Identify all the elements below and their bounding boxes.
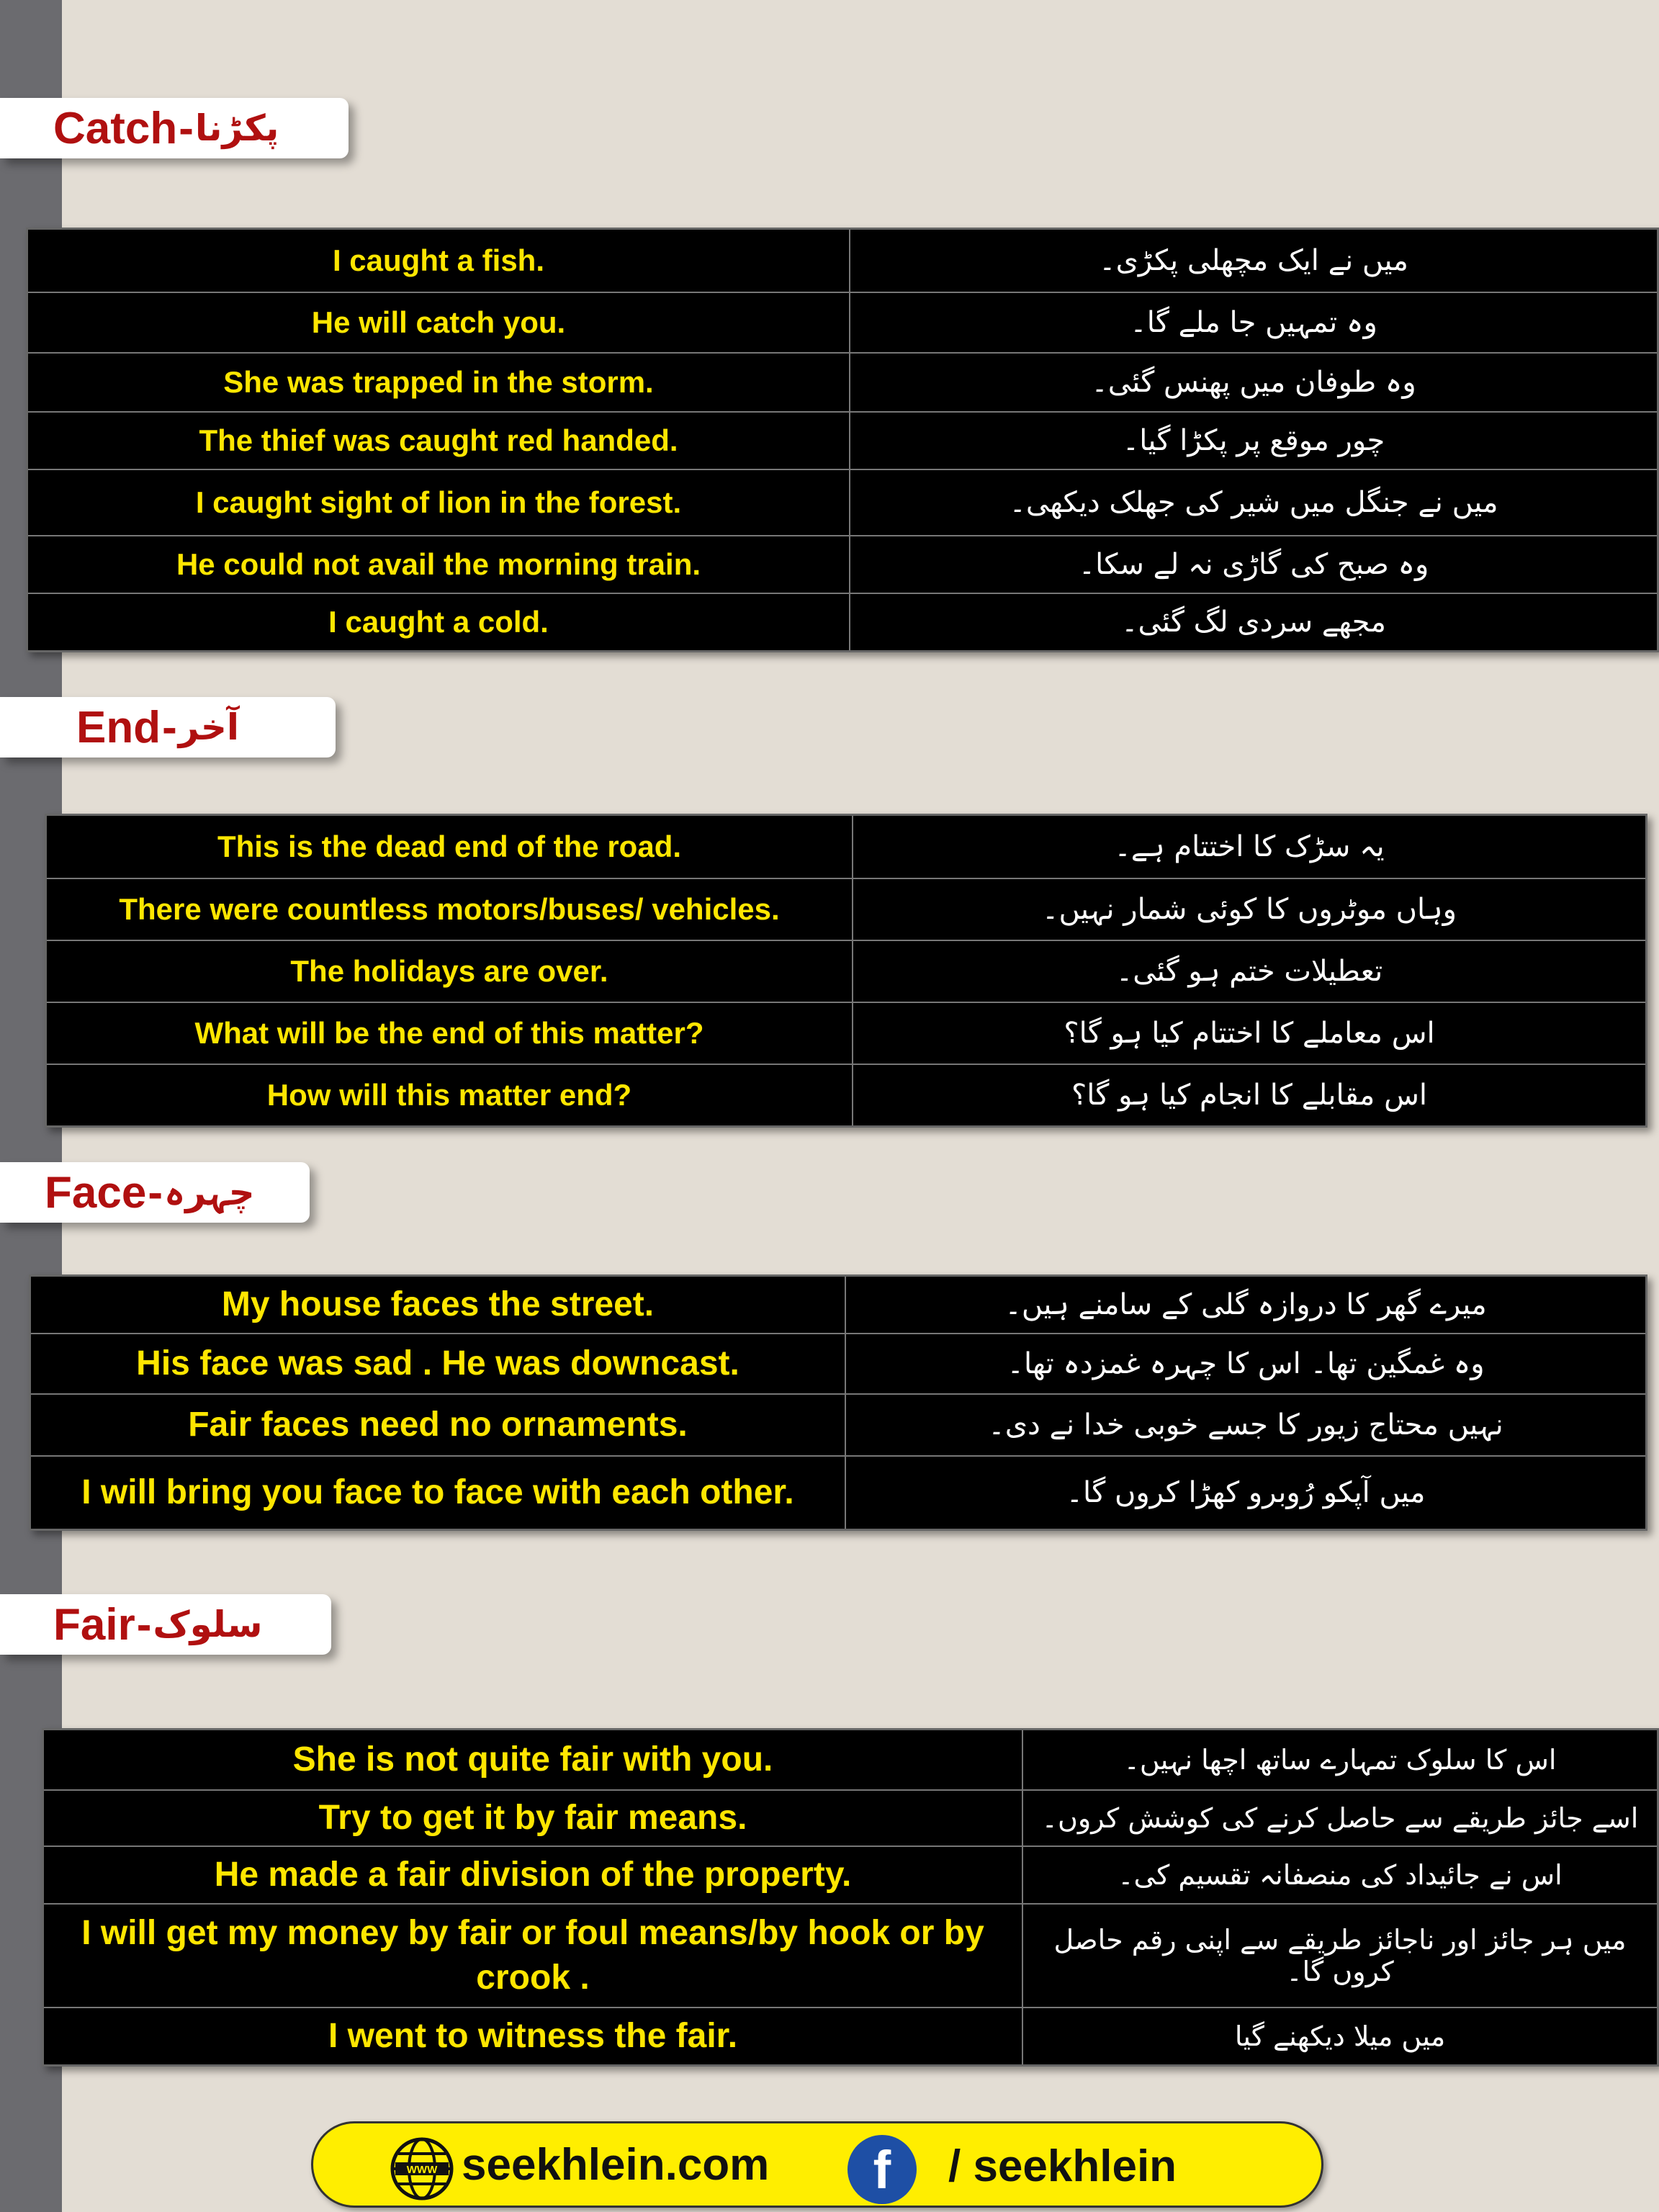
urdu-translation: وہ طوفان میں پھنس گئی۔ xyxy=(1091,366,1416,399)
table-row xyxy=(31,1334,1645,1395)
section-title-fair: Fair - سلوک xyxy=(0,1594,331,1655)
section-title-en: Face xyxy=(45,1167,147,1218)
english-sentence: I will get my money by fair or foul means/by hook or by crook . xyxy=(44,1905,1023,2007)
table-fair xyxy=(42,1728,1659,2067)
urdu-translation: اس کا سلوک تمہارے ساتھ اچھا نہیں۔ xyxy=(1123,1744,1557,1776)
table-row xyxy=(28,230,1657,293)
table-row xyxy=(28,413,1657,470)
english-sentence: His face was sad . He was downcast. xyxy=(31,1334,846,1393)
website-link[interactable]: seekhlein.com xyxy=(462,2140,770,2190)
section-title-en: End xyxy=(76,702,161,752)
table-row xyxy=(28,354,1657,413)
table-row xyxy=(44,2008,1657,2064)
section-title-en: Fair xyxy=(53,1599,135,1650)
urdu-translation: وہ صبح کی گاڑی نہ لے سکا۔ xyxy=(1078,548,1429,581)
section-title-ur: پکڑنا xyxy=(194,107,279,149)
english-sentence: This is the dead end of the road. xyxy=(47,816,853,878)
svg-text:WWW: WWW xyxy=(406,2164,438,2176)
urdu-translation: نہیں محتاج زیور کا جسے خوبی خدا نے دی۔ xyxy=(988,1408,1503,1442)
english-sentence: Fair faces need no ornaments. xyxy=(31,1395,846,1455)
english-sentence: I went to witness the fair. xyxy=(44,2008,1023,2064)
english-sentence: The holidays are over. xyxy=(47,941,853,1002)
urdu-translation: تعطیلات ختم ہو گئی۔ xyxy=(1115,955,1383,988)
table-row xyxy=(28,470,1657,536)
table-row xyxy=(31,1395,1645,1457)
urdu-translation: میں آپکو رُوبرو کھڑا کروں گا۔ xyxy=(1066,1476,1426,1509)
english-sentence: There were countless motors/buses/ vehicles. xyxy=(47,879,853,940)
urdu-translation: وہ غمگین تھا۔ اس کا چہرہ غمزدہ تھا۔ xyxy=(1007,1347,1485,1380)
table-row xyxy=(47,879,1645,941)
facebook-handle-link[interactable]: / seekhlein xyxy=(948,2141,1177,2191)
urdu-translation: وہاں موٹروں کا کوئی شمار نہیں۔ xyxy=(1042,893,1457,926)
table-row xyxy=(44,1905,1657,2008)
table-row xyxy=(44,1730,1657,1791)
table-end xyxy=(45,814,1647,1128)
english-sentence: I caught sight of lion in the forest. xyxy=(28,470,850,535)
english-sentence: He could not avail the morning train. xyxy=(28,536,850,593)
section-title-en: Catch xyxy=(53,103,178,153)
english-sentence: How will this matter end? xyxy=(47,1065,853,1125)
urdu-translation: میں نے جنگل میں شیر کی جھلک دیکھی۔ xyxy=(1009,486,1498,519)
english-sentence: She was trapped in the storm. xyxy=(28,354,850,411)
table-row xyxy=(28,293,1657,354)
urdu-translation: وہ تمہیں جا ملے گا۔ xyxy=(1130,306,1377,339)
section-title-ur: چہرہ xyxy=(163,1172,255,1213)
urdu-translation: یہ سڑک کا اختتام ہے۔ xyxy=(1114,830,1385,863)
english-sentence: I caught a fish. xyxy=(28,230,850,292)
table-face xyxy=(29,1274,1647,1531)
english-sentence: The thief was caught red handed. xyxy=(28,413,850,469)
urdu-translation: میرے گھر کا دروازہ گلی کے سامنے ہیں۔ xyxy=(1004,1288,1487,1321)
footer-banner xyxy=(311,2121,1323,2208)
urdu-translation: میں میلا دیکھنے گیا xyxy=(1234,2020,1446,2052)
table-row xyxy=(47,1065,1645,1125)
english-sentence: I will bring you face to face with each other. xyxy=(31,1457,846,1529)
facebook-icon[interactable]: f xyxy=(848,2135,917,2204)
table-row xyxy=(47,941,1645,1003)
english-sentence: He will catch you. xyxy=(28,293,850,352)
table-catch xyxy=(26,228,1659,652)
section-title-catch: Catch - پکڑنا xyxy=(0,98,349,158)
urdu-translation: چور موقع پر پکڑا گیا۔ xyxy=(1122,424,1385,457)
section-title-ur: آخر xyxy=(178,706,240,748)
english-sentence: He made a fair division of the property. xyxy=(44,1847,1023,1903)
table-row xyxy=(31,1457,1645,1529)
urdu-translation: مجھے سردی لگ گئی۔ xyxy=(1121,606,1386,639)
table-row xyxy=(47,816,1645,879)
english-sentence: I caught a cold. xyxy=(28,594,850,650)
table-row xyxy=(44,1791,1657,1847)
english-sentence: Try to get it by fair means. xyxy=(44,1791,1023,1845)
globe-icon xyxy=(390,2136,454,2201)
section-title-ur: سلوک xyxy=(153,1604,263,1645)
urdu-translation: اس معاملے کا اختتام کیا ہو گا؟ xyxy=(1064,1017,1435,1050)
english-sentence: What will be the end of this matter? xyxy=(47,1003,853,1064)
table-row xyxy=(44,1847,1657,1905)
urdu-translation: میں نے ایک مچھلی پکڑی۔ xyxy=(1099,244,1408,277)
urdu-translation: اس نے جائیداد کی منصفانہ تقسیم کی۔ xyxy=(1118,1859,1563,1891)
section-title-face: Face - چہرہ xyxy=(0,1162,310,1223)
table-row xyxy=(47,1003,1645,1065)
urdu-translation: میں ہر جائز اور ناجائز طریقے سے اپنی رقم حاصل کروں گا۔ xyxy=(1053,1924,1627,1987)
table-row xyxy=(28,594,1657,650)
table-row xyxy=(31,1277,1645,1334)
english-sentence: She is not quite fair with you. xyxy=(44,1730,1023,1789)
section-title-end: End - آخر xyxy=(0,697,336,757)
urdu-translation: اسے جائز طریقے سے حاصل کرنے کی کوشش کروں۔ xyxy=(1041,1802,1639,1834)
table-row xyxy=(28,536,1657,594)
english-sentence: My house faces the street. xyxy=(31,1277,846,1333)
urdu-translation: اس مقابلے کا انجام کیا ہو گا؟ xyxy=(1071,1079,1428,1112)
